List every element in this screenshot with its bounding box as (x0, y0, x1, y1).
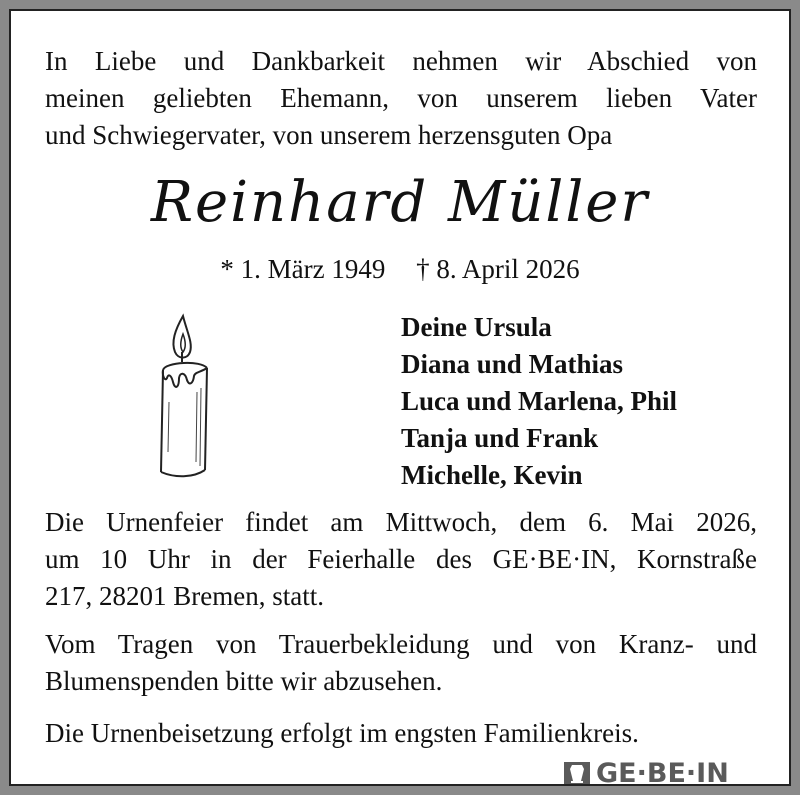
burial-text (45, 715, 757, 752)
family-member: Deine Ursula (401, 312, 552, 342)
mourning-text (45, 626, 757, 700)
intro-line: In Liebe und Dankbarkeit nehmen wir Abschied von (45, 46, 757, 76)
family-member: Diana und Mathias (401, 349, 624, 379)
ceremony-line: 217, 28201 Bremen, statt. (45, 581, 324, 611)
mourning-line: Blumenspenden bitte wir abzusehen. (45, 666, 443, 696)
family-member: Michelle, Kevin (401, 460, 583, 490)
logo-text: GE·BE·IN (596, 757, 729, 789)
life-dates (0, 254, 800, 285)
mourning-line: Vom Tragen von Trauerbekleidung und von Kranz- und (45, 629, 757, 659)
intro-line: und Schwiegervater, von unserem herzensguten Opa (45, 120, 613, 150)
family-member: Tanja und Frank (401, 423, 599, 453)
ceremony-text (45, 504, 757, 615)
deceased-name: Reinhard Müller (150, 170, 650, 235)
family-list (401, 309, 677, 494)
company-logo (562, 759, 729, 787)
family-member: Luca und Marlena, Phil (401, 386, 678, 416)
ceremony-line: Die Urnenfeier findet am Mittwoch, dem 6. Mai 2026, (45, 507, 757, 537)
death-date: † 8. April 2026 (416, 254, 580, 284)
candle-icon (145, 312, 217, 482)
birth-date: * 1. März 1949 (220, 254, 386, 284)
ceremony-line: um 10 Uhr in der Feierhalle des GE·BE·IN, Kornstraße (45, 544, 757, 574)
intro-line: meinen geliebten Ehemann, von unserem lieben Vater (45, 83, 757, 113)
urn-icon (562, 760, 592, 786)
intro-text (45, 43, 757, 154)
burial-line: Die Urnenbeisetzung erfolgt im engsten Familienkreis. (45, 718, 639, 748)
